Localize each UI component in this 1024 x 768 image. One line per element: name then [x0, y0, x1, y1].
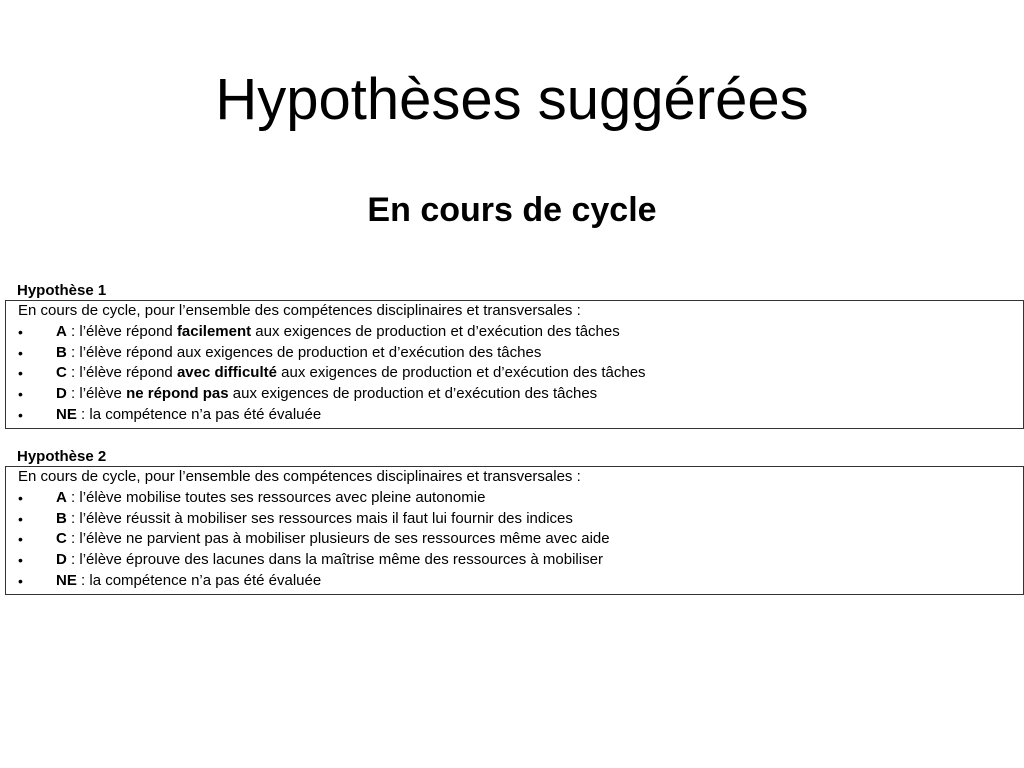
list-item [6, 343, 1023, 364]
bullet-icon: • [18, 552, 23, 569]
item-text: l’élève répond [79, 364, 177, 382]
item-text: l’élève [79, 385, 127, 403]
bullet-icon: • [18, 489, 23, 506]
grade-code: D [56, 385, 67, 403]
hypothesis-2-block [5, 448, 1024, 595]
item-emphasis: facilement [176, 322, 252, 340]
grade-code: B [56, 343, 67, 361]
grade-code: A [56, 488, 67, 506]
item-text: l’élève réussit à mobiliser ses ressources mais il faut lui fournir des indices [79, 509, 573, 527]
bullet-icon: • [18, 406, 23, 423]
list-item [6, 529, 1023, 550]
slide-title: Hypothèses suggérées [215, 67, 809, 132]
grade-code: C [56, 530, 67, 548]
separator: : [66, 343, 80, 361]
item-text: l’élève éprouve des lacunes dans la maîtrise même des ressources à mobiliser [79, 551, 603, 569]
grade-code: B [56, 509, 67, 527]
separator: : [66, 551, 80, 569]
item-text-end: aux exigences de production et d’exécution des tâches [251, 322, 620, 340]
list-item [6, 509, 1023, 530]
hypothesis-list [6, 488, 1023, 592]
hypothesis-1-block [5, 282, 1024, 429]
separator: : [66, 530, 80, 548]
bullet-icon: • [18, 344, 23, 361]
item-text: l’élève ne parvient pas à mobiliser plusieurs de ses ressources même avec aide [79, 530, 610, 548]
bullet-icon: • [18, 365, 23, 382]
grade-code: NE [56, 571, 77, 589]
list-item [6, 488, 1023, 509]
grade-code: C [56, 364, 67, 382]
hypothesis-intro: En cours de cycle, pour l’ensemble des compétences disciplinaires et transversales : [18, 302, 581, 319]
list-item [6, 571, 1023, 592]
item-text: l’élève mobilise toutes ses ressources avec pleine autonomie [79, 488, 486, 506]
grade-code: D [56, 551, 67, 569]
separator: : [66, 385, 80, 403]
item-text: la compétence n’a pas été évaluée [89, 571, 322, 589]
bullet-icon: • [18, 572, 23, 589]
hypothesis-box [5, 300, 1024, 429]
bullet-icon: • [18, 510, 23, 527]
hypothesis-intro: En cours de cycle, pour l’ensemble des compétences disciplinaires et transversales : [18, 468, 581, 485]
hypothesis-heading: Hypothèse 1 [17, 282, 107, 299]
separator: : [66, 488, 80, 506]
item-text: l’élève répond aux exigences de production et d’exécution des tâches [79, 343, 542, 361]
bullet-icon: • [18, 323, 23, 340]
hypothesis-list [6, 322, 1023, 426]
list-item [6, 550, 1023, 571]
item-text-end: aux exigences de production et d’exécution des tâches [276, 364, 646, 382]
list-item [6, 322, 1023, 343]
item-text: l’élève répond [79, 322, 177, 340]
list-item [6, 405, 1023, 426]
list-item [6, 384, 1023, 405]
separator: : [66, 364, 80, 382]
hypothesis-heading: Hypothèse 2 [17, 448, 107, 465]
grade-code: NE [56, 405, 77, 423]
separator: : [66, 322, 80, 340]
bullet-icon: • [18, 386, 23, 403]
separator: : [76, 571, 90, 589]
list-item [6, 363, 1023, 384]
item-text-end: aux exigences de production et d’exécution des tâches [228, 385, 598, 403]
hypothesis-box [5, 466, 1024, 595]
item-text: la compétence n’a pas été évaluée [89, 405, 322, 423]
item-emphasis: ne répond pas [126, 385, 229, 403]
separator: : [66, 509, 80, 527]
separator: : [76, 405, 90, 423]
bullet-icon: • [18, 531, 23, 548]
item-emphasis: avec difficulté [176, 364, 277, 382]
slide-subtitle: En cours de cycle [367, 191, 657, 229]
grade-code: A [56, 322, 67, 340]
